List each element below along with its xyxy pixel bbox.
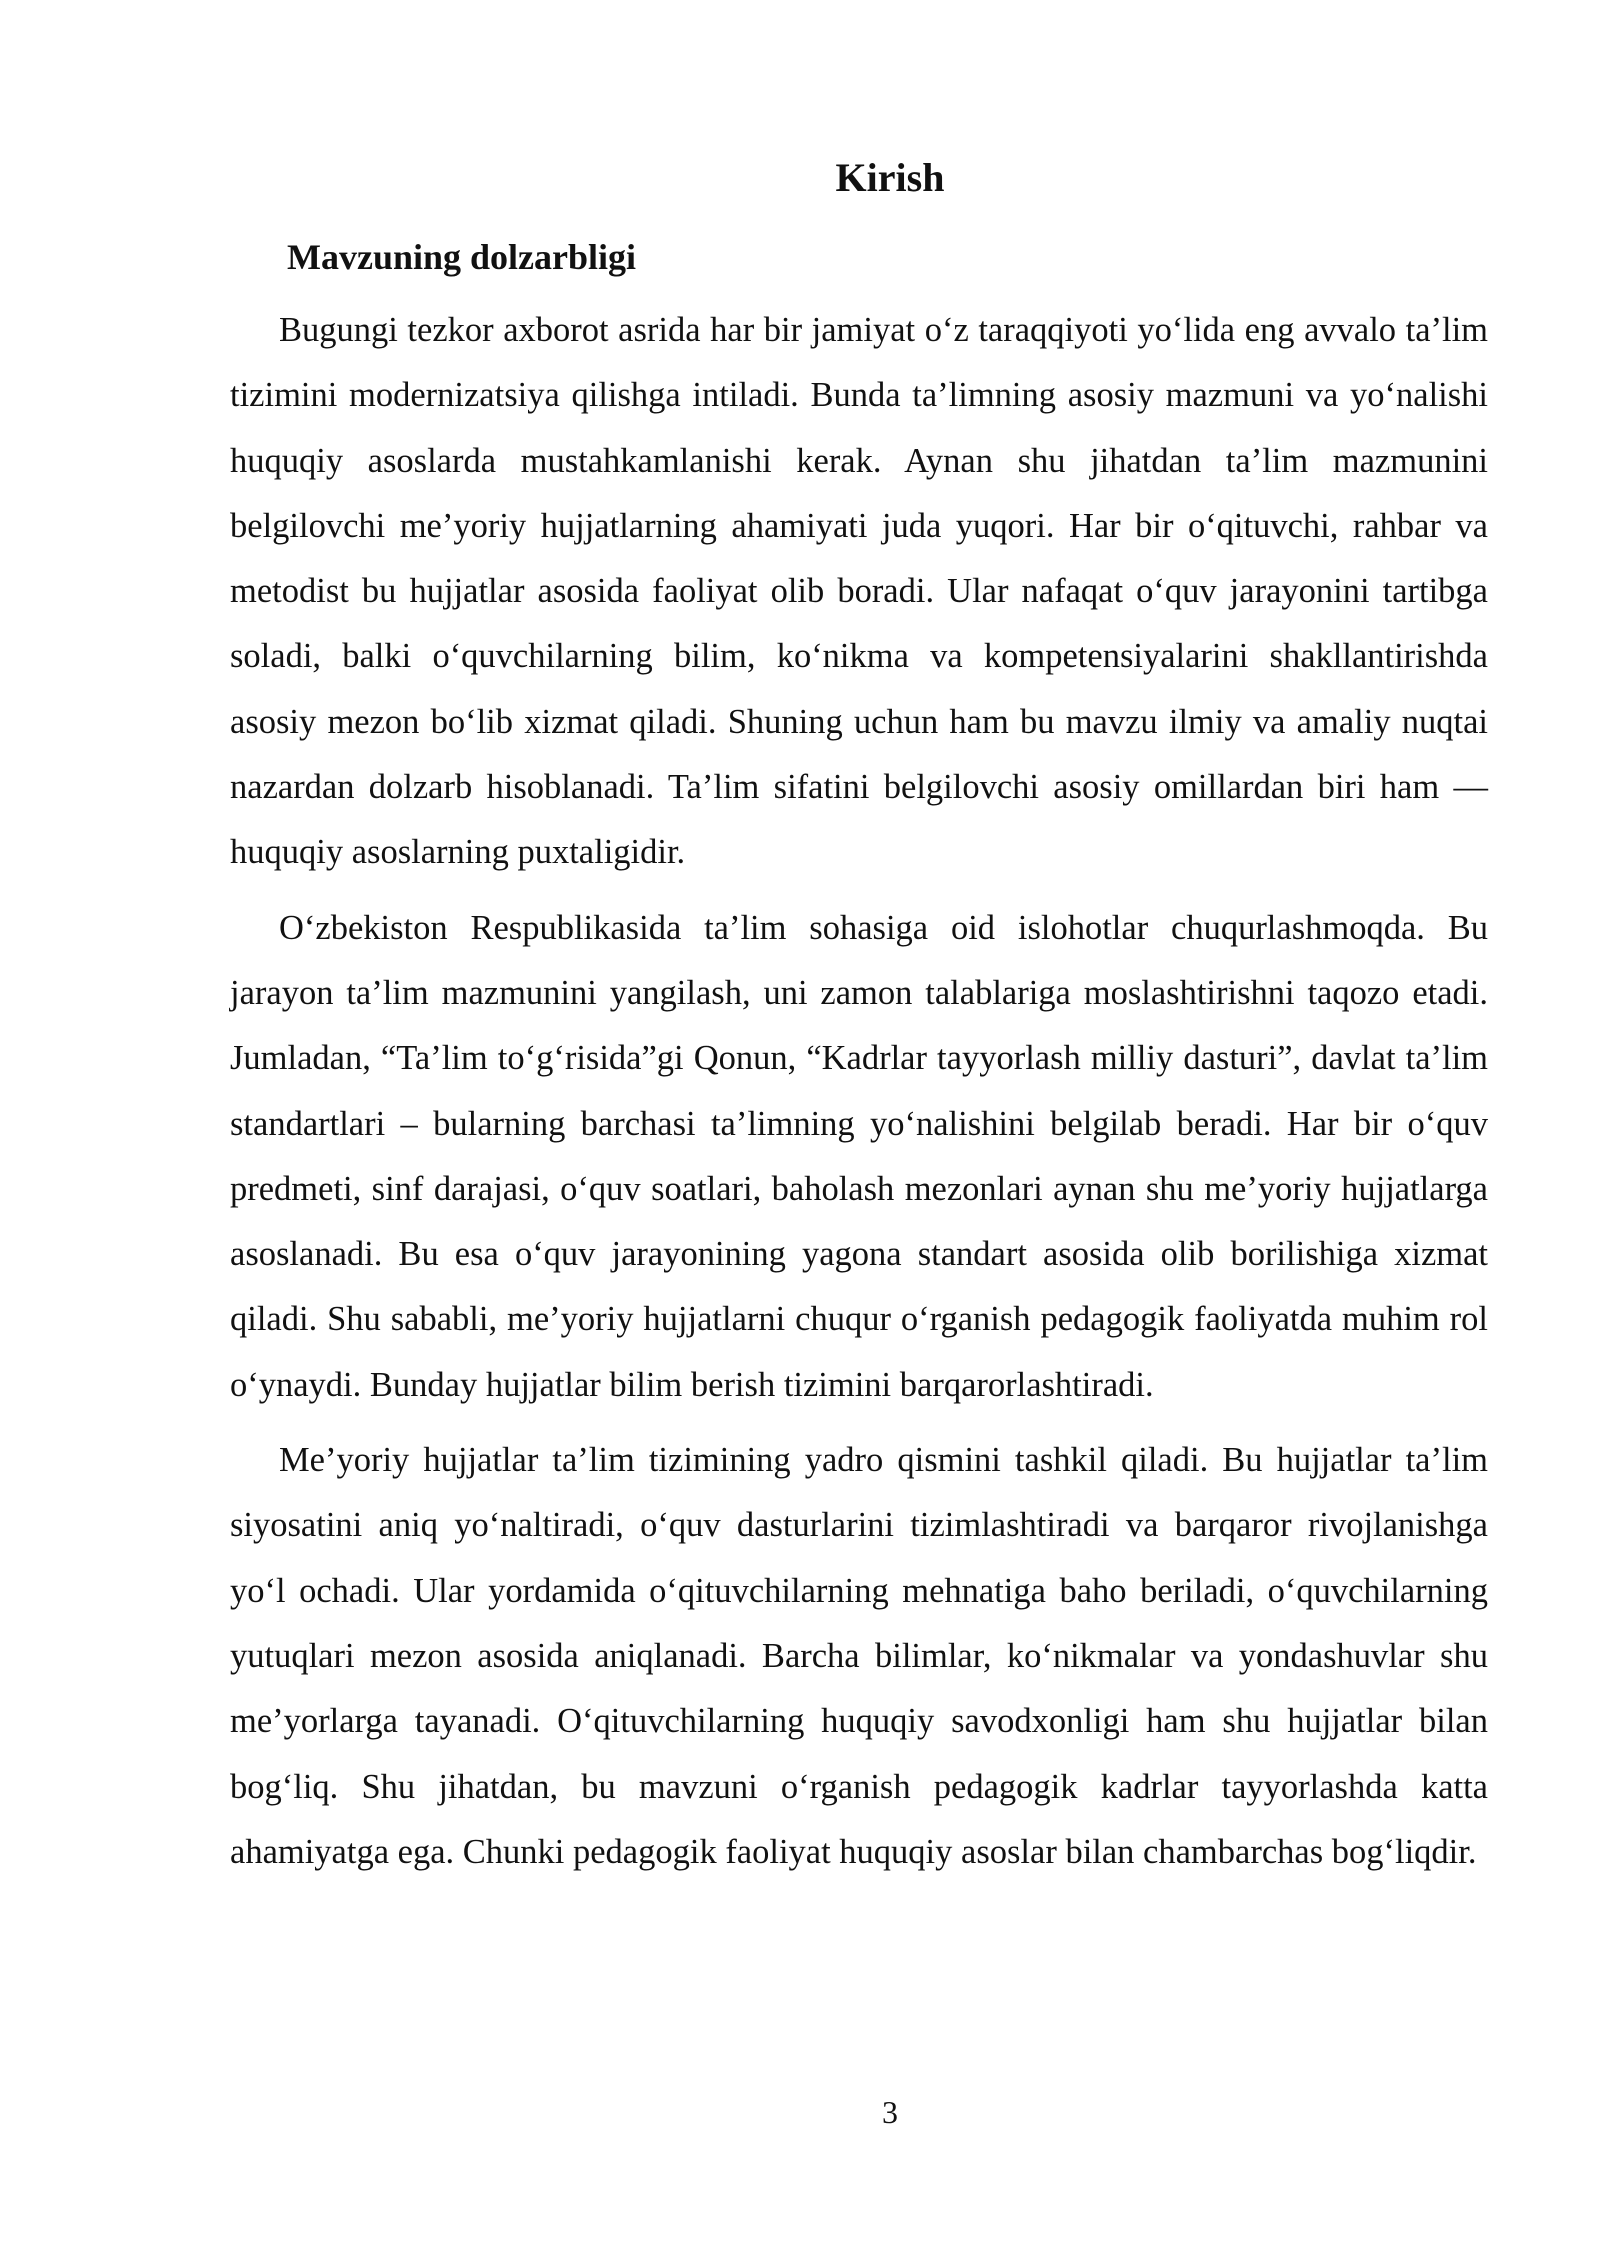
document-body [230, 298, 1488, 1895]
page-title: Kirish [835, 155, 945, 200]
paragraph-2: O‘zbekiston Respublikasida ta’lim sohasiga oid islohotlar chuqurlashmoqda. Bu jarayon ta’lim mazmunini yangilash, uni zamon talablariga moslashtirishni taqozo etadi. Jumladan, “Ta’lim to‘g‘risida”gi Qonun, “Kadrlar tayyorlash milliy dasturi”, davlat ta’lim standartlari – bularning barchasi ta’limning yo‘nalishini belgilab beradi. Har bir o‘quv predmeti, sinf darajasi, o‘quv soatlari, baholash mezonlari aynan shu me’yoriy hujjatlarga asoslanadi. Bu esa o‘quv jarayonining yagona standart asosida olib borilishiga xizmat qiladi. Shu sababli, me’yoriy hujjatlarni chuqur o‘rganish pedagogik faoliyatda muhim rol o‘ynaydi. Bunday hujjatlar bilim berish tizimini barqarorlashtiradi. [230, 908, 1488, 1404]
paragraph-1: Bugungi tezkor axborot asrida har bir jamiyat o‘z taraqqiyoti yo‘lida eng avvalo ta’lim tizimini modernizatsiya qilishga intiladi. Bunda ta’limning asosiy mazmuni va yo‘nalishi huquqiy asoslarda mustahkamlanishi kerak. Aynan shu jihatdan ta’lim mazmunini belgilovchi me’yoriy hujjatlarning ahamiyati juda yuqori. Har bir o‘qituvchi, rahbar va metodist bu hujjatlar asosida faoliyat olib boradi. Ular nafaqat o‘quv jarayonini tartibga soladi, balki o‘quvchilarning bilim, ko‘nikma va kompetensiyalarini shakllantirishda asosiy mezon bo‘lib xizmat qiladi. Shuning uchun ham bu mavzu ilmiy va amaliy nuqtai nazardan dolzarb hisoblanadi. Ta’lim sifatini belgilovchi asosiy omillardan biri ham — huquqiy asoslarning puxtaligidir. [230, 311, 1488, 872]
paragraph-3: Me’yoriy hujjatlar ta’lim tizimining yadro qismini tashkil qiladi. Bu hujjatlar ta’lim siyosatini aniq yo‘naltiradi, o‘quv dasturlarini tizimlashtiradi va barqaror rivojlanishga yo‘l ochadi. Ular yordamida o‘qituvchilarning mehnatiga baho beriladi, o‘quvchilarning yutuqlari mezon asosida aniqlanadi. Barcha bilimlar, ko‘nikmalar va yondashuvlar shu me’yorlarga tayanadi. O‘qituvchilarning huquqiy savodxonligi ham shu hujjatlar bilan bog‘liq. Shu jihatdan, bu mavzuni o‘rganish pedagogik kadrlar tayyorlashda katta ahamiyatga ega. Chunki pedagogik faoliyat huquqiy asoslar bilan chambarchas bog‘liqdir. [230, 1441, 1488, 1871]
page-number: 3 [882, 2094, 898, 2130]
section-subtitle: Mavzuning dolzarbligi [287, 237, 637, 277]
